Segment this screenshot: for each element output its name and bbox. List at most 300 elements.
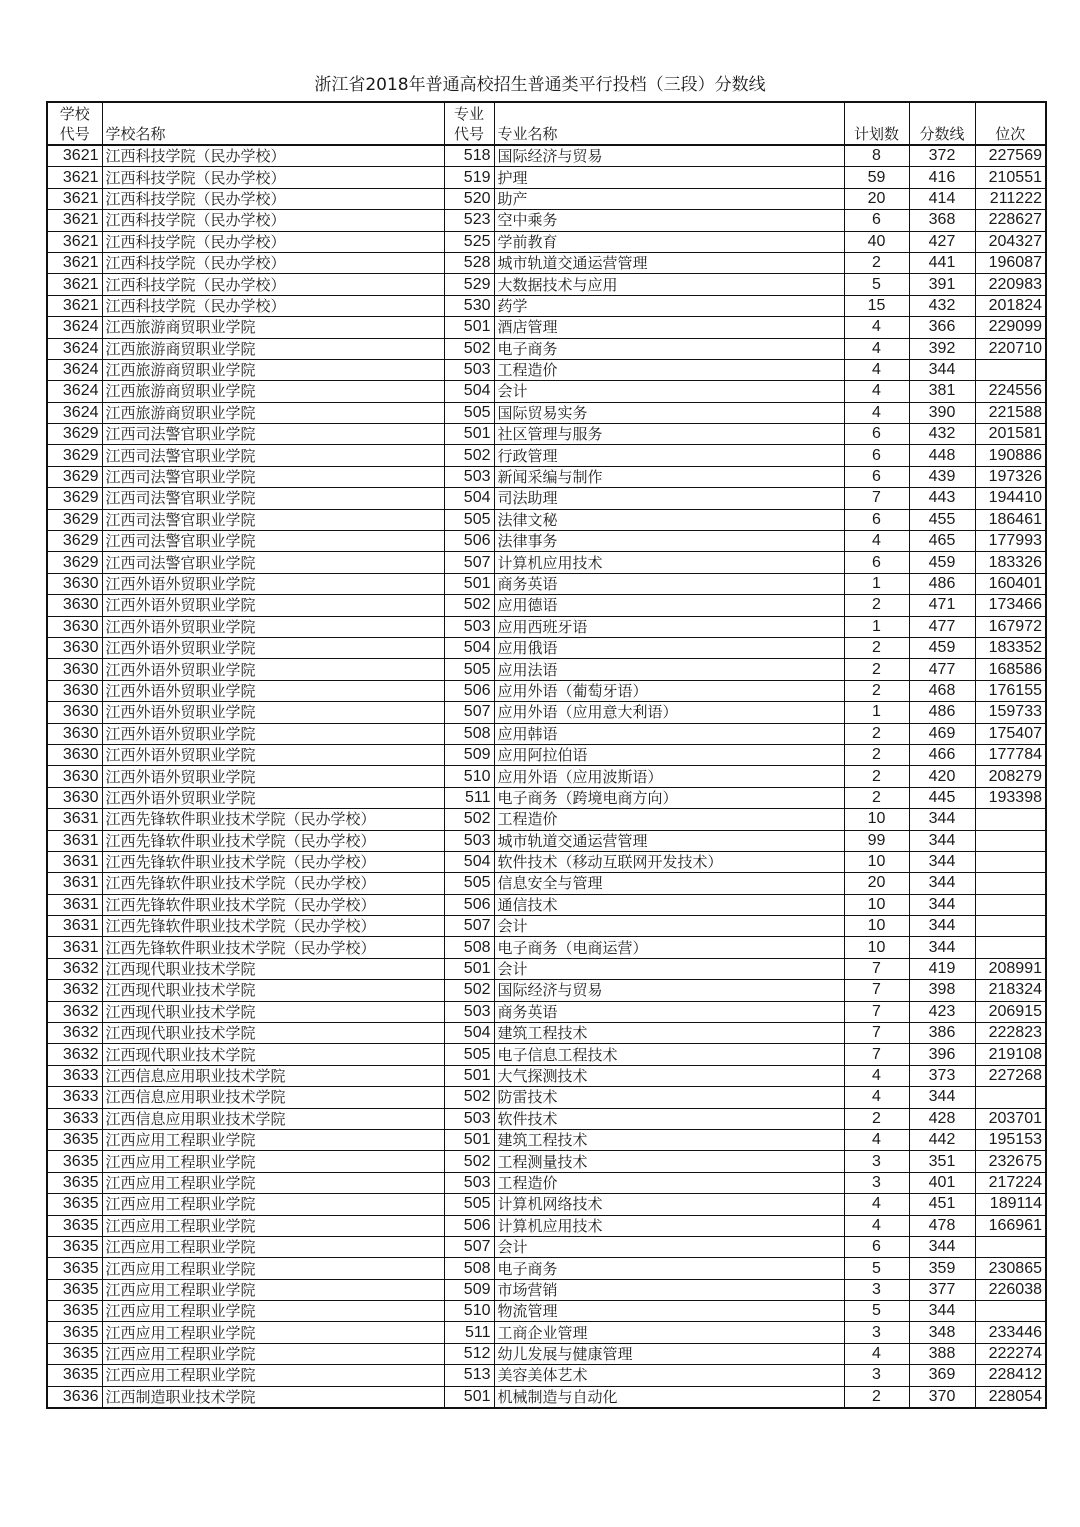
school-name-cell: 江西旅游商贸职业学院 — [102, 338, 444, 359]
rank-cell: 196087 — [975, 252, 1046, 273]
table-row — [47, 402, 1046, 423]
major-name-cell: 幼儿发展与健康管理 — [494, 1343, 844, 1364]
score-cell: 381 — [909, 381, 975, 402]
rank-cell: 220983 — [975, 274, 1046, 295]
school-code-cell: 3631 — [47, 916, 102, 937]
school-code-cell: 3630 — [47, 744, 102, 765]
school-code-cell: 3621 — [47, 274, 102, 295]
school-name-cell: 江西现代职业技术学院 — [102, 980, 444, 1001]
score-cell: 401 — [909, 1172, 975, 1193]
school-name-cell: 江西科技学院（民办学校） — [102, 145, 444, 167]
plan-cell: 3 — [844, 1151, 909, 1172]
score-cell: 344 — [909, 916, 975, 937]
plan-cell: 4 — [844, 359, 909, 380]
plan-cell: 3 — [844, 1279, 909, 1300]
rank-cell: 229099 — [975, 317, 1046, 338]
major-name-cell: 法律文秘 — [494, 509, 844, 530]
major-code-cell: 530 — [444, 295, 494, 316]
plan-cell: 2 — [844, 787, 909, 808]
major-code-cell: 525 — [444, 231, 494, 252]
rank-cell: 233446 — [975, 1322, 1046, 1343]
rank-cell: 208991 — [975, 958, 1046, 979]
plan-cell: 2 — [844, 1386, 909, 1408]
rank-cell: 189114 — [975, 1194, 1046, 1215]
major-code-cell: 503 — [444, 1172, 494, 1193]
plan-cell: 3 — [844, 1172, 909, 1193]
major-name-cell: 工程测量技术 — [494, 1151, 844, 1172]
school-code-cell: 3635 — [47, 1301, 102, 1322]
rank-cell — [975, 937, 1046, 958]
school-name-cell: 江西现代职业技术学院 — [102, 1044, 444, 1065]
major-name-cell: 工商企业管理 — [494, 1322, 844, 1343]
score-cell: 445 — [909, 787, 975, 808]
score-cell: 486 — [909, 702, 975, 723]
school-name-cell: 江西先锋软件职业技术学院（民办学校） — [102, 894, 444, 915]
school-name-cell: 江西先锋软件职业技术学院（民办学校） — [102, 830, 444, 851]
major-name-cell: 计算机应用技术 — [494, 1215, 844, 1236]
rank-cell: 183352 — [975, 637, 1046, 658]
rank-cell: 167972 — [975, 616, 1046, 637]
table-row — [47, 338, 1046, 359]
rank-cell: 203701 — [975, 1108, 1046, 1129]
rank-cell — [975, 1301, 1046, 1322]
school-code-cell: 3632 — [47, 1044, 102, 1065]
plan-cell: 6 — [844, 509, 909, 530]
school-code-cell: 3629 — [47, 445, 102, 466]
school-code-cell: 3624 — [47, 402, 102, 423]
major-code-cell: 519 — [444, 167, 494, 188]
rank-cell: 230865 — [975, 1258, 1046, 1279]
major-name-cell: 信息安全与管理 — [494, 873, 844, 894]
plan-cell: 20 — [844, 188, 909, 209]
major-name-cell: 应用俄语 — [494, 637, 844, 658]
major-code-cell: 509 — [444, 744, 494, 765]
school-name-cell: 江西科技学院（民办学校） — [102, 210, 444, 231]
school-name-cell: 江西旅游商贸职业学院 — [102, 402, 444, 423]
school-name-cell: 江西外语外贸职业学院 — [102, 680, 444, 701]
major-code-cell: 507 — [444, 1236, 494, 1257]
table-row — [47, 1365, 1046, 1386]
school-name-cell: 江西信息应用职业技术学院 — [102, 1108, 444, 1129]
score-cell: 416 — [909, 167, 975, 188]
rank-cell — [975, 851, 1046, 872]
plan-cell: 59 — [844, 167, 909, 188]
table-row — [47, 1236, 1046, 1257]
rank-cell: 228627 — [975, 210, 1046, 231]
plan-cell: 4 — [844, 317, 909, 338]
major-name-cell: 社区管理与服务 — [494, 424, 844, 445]
plan-cell: 6 — [844, 466, 909, 487]
score-cell: 477 — [909, 659, 975, 680]
school-code-cell: 3632 — [47, 1023, 102, 1044]
major-code-cell: 502 — [444, 445, 494, 466]
school-code-cell: 3632 — [47, 1001, 102, 1022]
rank-cell: 160401 — [975, 573, 1046, 594]
plan-cell: 6 — [844, 1236, 909, 1257]
school-code-cell: 3631 — [47, 937, 102, 958]
score-cell: 432 — [909, 295, 975, 316]
header-rank: 位次 — [975, 102, 1046, 145]
rank-cell: 193398 — [975, 787, 1046, 808]
score-cell: 344 — [909, 830, 975, 851]
major-name-cell: 护理 — [494, 167, 844, 188]
school-code-cell: 3630 — [47, 659, 102, 680]
school-name-cell: 江西外语外贸职业学院 — [102, 702, 444, 723]
score-cell: 368 — [909, 210, 975, 231]
major-name-cell: 电子商务（电商运营） — [494, 937, 844, 958]
school-name-cell: 江西先锋软件职业技术学院（民办学校） — [102, 873, 444, 894]
score-cell: 386 — [909, 1023, 975, 1044]
rank-cell: 194410 — [975, 488, 1046, 509]
school-name-cell: 江西旅游商贸职业学院 — [102, 359, 444, 380]
table-row — [47, 1215, 1046, 1236]
rank-cell — [975, 873, 1046, 894]
score-cell: 344 — [909, 937, 975, 958]
school-code-cell: 3624 — [47, 359, 102, 380]
major-name-cell: 美容美体艺术 — [494, 1365, 844, 1386]
rank-cell: 210551 — [975, 167, 1046, 188]
rank-cell: 211222 — [975, 188, 1046, 209]
score-cell: 451 — [909, 1194, 975, 1215]
score-cell: 455 — [909, 509, 975, 530]
table-row — [47, 167, 1046, 188]
table-row — [47, 937, 1046, 958]
major-name-cell: 会计 — [494, 958, 844, 979]
table-row — [47, 1129, 1046, 1150]
header-major-name: 专业名称 — [494, 102, 844, 145]
school-name-cell: 江西科技学院（民办学校） — [102, 274, 444, 295]
school-code-cell: 3635 — [47, 1343, 102, 1364]
score-cell: 459 — [909, 552, 975, 573]
plan-cell: 1 — [844, 573, 909, 594]
major-code-cell: 505 — [444, 873, 494, 894]
plan-cell: 4 — [844, 402, 909, 423]
major-code-cell: 501 — [444, 317, 494, 338]
school-code-cell: 3629 — [47, 466, 102, 487]
plan-cell: 10 — [844, 851, 909, 872]
major-name-cell: 会计 — [494, 916, 844, 937]
major-name-cell: 司法助理 — [494, 488, 844, 509]
table-row — [47, 851, 1046, 872]
plan-cell: 4 — [844, 381, 909, 402]
table-row — [47, 145, 1046, 167]
score-cell: 344 — [909, 359, 975, 380]
rank-cell: 217224 — [975, 1172, 1046, 1193]
school-code-cell: 3621 — [47, 145, 102, 167]
school-code-cell: 3630 — [47, 595, 102, 616]
major-code-cell: 508 — [444, 1258, 494, 1279]
major-name-cell: 应用外语（应用意大利语） — [494, 702, 844, 723]
school-name-cell: 江西信息应用职业技术学院 — [102, 1065, 444, 1086]
table-row — [47, 1194, 1046, 1215]
major-name-cell: 物流管理 — [494, 1301, 844, 1322]
major-name-cell: 学前教育 — [494, 231, 844, 252]
header-score: 分数线 — [909, 102, 975, 145]
score-cell: 441 — [909, 252, 975, 273]
rank-cell: 208279 — [975, 766, 1046, 787]
school-name-cell: 江西先锋软件职业技术学院（民办学校） — [102, 916, 444, 937]
header-school-name: 学校名称 — [102, 102, 444, 145]
school-code-cell: 3633 — [47, 1108, 102, 1129]
table-row — [47, 766, 1046, 787]
major-code-cell: 510 — [444, 1301, 494, 1322]
school-name-cell: 江西司法警官职业学院 — [102, 466, 444, 487]
score-cell: 468 — [909, 680, 975, 701]
plan-cell: 6 — [844, 424, 909, 445]
rank-cell: 228412 — [975, 1365, 1046, 1386]
score-cell: 372 — [909, 145, 975, 167]
plan-cell: 8 — [844, 145, 909, 167]
major-code-cell: 503 — [444, 1108, 494, 1129]
score-cell: 344 — [909, 1301, 975, 1322]
score-cell: 423 — [909, 1001, 975, 1022]
major-name-cell: 软件技术（移动互联网开发技术） — [494, 851, 844, 872]
score-cell: 369 — [909, 1365, 975, 1386]
school-name-cell: 江西应用工程职业学院 — [102, 1172, 444, 1193]
major-code-cell: 511 — [444, 1322, 494, 1343]
rank-cell: 232675 — [975, 1151, 1046, 1172]
major-code-cell: 506 — [444, 894, 494, 915]
major-name-cell: 应用德语 — [494, 595, 844, 616]
plan-cell: 6 — [844, 210, 909, 231]
table-row — [47, 830, 1046, 851]
school-name-cell: 江西司法警官职业学院 — [102, 445, 444, 466]
plan-cell: 7 — [844, 1023, 909, 1044]
plan-cell: 5 — [844, 274, 909, 295]
major-code-cell: 502 — [444, 1087, 494, 1108]
header-school-code-line2: 代号 — [59, 125, 90, 143]
rank-cell — [975, 916, 1046, 937]
major-code-cell: 510 — [444, 766, 494, 787]
major-code-cell: 503 — [444, 466, 494, 487]
page-title: 浙江省2018年普通高校招生普通类平行投档（三段）分数线 — [314, 75, 766, 95]
score-cell: 414 — [909, 188, 975, 209]
major-code-cell: 506 — [444, 680, 494, 701]
table-row — [47, 1044, 1046, 1065]
major-code-cell: 508 — [444, 723, 494, 744]
school-code-cell: 3624 — [47, 338, 102, 359]
header-major-code — [444, 102, 494, 145]
school-name-cell: 江西现代职业技术学院 — [102, 1001, 444, 1022]
table-row — [47, 787, 1046, 808]
plan-cell: 4 — [844, 531, 909, 552]
score-cell: 448 — [909, 445, 975, 466]
score-cell: 351 — [909, 1151, 975, 1172]
school-code-cell: 3632 — [47, 980, 102, 1001]
plan-cell: 10 — [844, 916, 909, 937]
plan-cell: 2 — [844, 1108, 909, 1129]
table-row — [47, 1343, 1046, 1364]
score-cell: 442 — [909, 1129, 975, 1150]
major-name-cell: 应用法语 — [494, 659, 844, 680]
school-name-cell: 江西司法警官职业学院 — [102, 509, 444, 530]
school-code-cell: 3630 — [47, 702, 102, 723]
rank-cell: 201824 — [975, 295, 1046, 316]
school-name-cell: 江西科技学院（民办学校） — [102, 252, 444, 273]
plan-cell: 15 — [844, 295, 909, 316]
plan-cell: 4 — [844, 1065, 909, 1086]
major-code-cell: 518 — [444, 145, 494, 167]
score-cell: 388 — [909, 1343, 975, 1364]
plan-cell: 2 — [844, 659, 909, 680]
score-cell: 344 — [909, 851, 975, 872]
school-name-cell: 江西应用工程职业学院 — [102, 1194, 444, 1215]
rank-cell — [975, 1087, 1046, 1108]
school-code-cell: 3635 — [47, 1151, 102, 1172]
major-name-cell: 国际经济与贸易 — [494, 980, 844, 1001]
school-code-cell: 3630 — [47, 573, 102, 594]
major-code-cell: 501 — [444, 573, 494, 594]
plan-cell: 6 — [844, 552, 909, 573]
school-code-cell: 3621 — [47, 295, 102, 316]
school-code-cell: 3636 — [47, 1386, 102, 1408]
school-code-cell: 3621 — [47, 231, 102, 252]
score-cell: 396 — [909, 1044, 975, 1065]
table-row — [47, 274, 1046, 295]
school-code-cell: 3631 — [47, 851, 102, 872]
major-name-cell: 国际经济与贸易 — [494, 145, 844, 167]
major-code-cell: 505 — [444, 402, 494, 423]
school-code-cell: 3621 — [47, 252, 102, 273]
rank-cell: 226038 — [975, 1279, 1046, 1300]
rank-cell: 222274 — [975, 1343, 1046, 1364]
school-name-cell: 江西司法警官职业学院 — [102, 552, 444, 573]
major-code-cell: 505 — [444, 509, 494, 530]
school-code-cell: 3629 — [47, 509, 102, 530]
rank-cell: 221588 — [975, 402, 1046, 423]
school-code-cell: 3632 — [47, 958, 102, 979]
school-name-cell: 江西外语外贸职业学院 — [102, 744, 444, 765]
rank-cell: 159733 — [975, 702, 1046, 723]
plan-cell: 7 — [844, 980, 909, 1001]
rank-cell: 222823 — [975, 1023, 1046, 1044]
school-name-cell: 江西司法警官职业学院 — [102, 531, 444, 552]
header-school-code-line1: 学校 — [59, 105, 90, 123]
major-code-cell: 505 — [444, 1044, 494, 1065]
rank-cell: 166961 — [975, 1215, 1046, 1236]
major-name-cell: 通信技术 — [494, 894, 844, 915]
table-row — [47, 188, 1046, 209]
school-code-cell: 3635 — [47, 1322, 102, 1343]
school-code-cell: 3635 — [47, 1215, 102, 1236]
table-row — [47, 616, 1046, 637]
major-code-cell: 503 — [444, 1001, 494, 1022]
school-name-cell: 江西司法警官职业学院 — [102, 424, 444, 445]
plan-cell: 99 — [844, 830, 909, 851]
table-row — [47, 424, 1046, 445]
school-name-cell: 江西旅游商贸职业学院 — [102, 317, 444, 338]
school-name-cell: 江西先锋软件职业技术学院（民办学校） — [102, 809, 444, 830]
rank-cell: 177784 — [975, 744, 1046, 765]
school-name-cell: 江西先锋软件职业技术学院（民办学校） — [102, 851, 444, 872]
score-cell: 377 — [909, 1279, 975, 1300]
major-name-cell: 行政管理 — [494, 445, 844, 466]
table-row — [47, 916, 1046, 937]
major-name-cell: 应用韩语 — [494, 723, 844, 744]
plan-cell: 7 — [844, 488, 909, 509]
plan-cell: 7 — [844, 958, 909, 979]
score-cell: 344 — [909, 873, 975, 894]
major-name-cell: 新闻采编与制作 — [494, 466, 844, 487]
score-cell: 366 — [909, 317, 975, 338]
major-name-cell: 电子信息工程技术 — [494, 1044, 844, 1065]
major-code-cell: 501 — [444, 1065, 494, 1086]
school-name-cell: 江西信息应用职业技术学院 — [102, 1087, 444, 1108]
table-row — [47, 595, 1046, 616]
plan-cell: 10 — [844, 937, 909, 958]
plan-cell: 2 — [844, 723, 909, 744]
plan-cell: 4 — [844, 1215, 909, 1236]
table-row — [47, 702, 1046, 723]
rank-cell: 204327 — [975, 231, 1046, 252]
major-code-cell: 502 — [444, 1151, 494, 1172]
table-row — [47, 894, 1046, 915]
major-name-cell: 工程造价 — [494, 809, 844, 830]
table-row — [47, 1172, 1046, 1193]
header-major-code-line2: 代号 — [453, 125, 484, 143]
rank-cell — [975, 1236, 1046, 1257]
score-cell: 391 — [909, 274, 975, 295]
school-code-cell: 3635 — [47, 1129, 102, 1150]
school-code-cell: 3630 — [47, 766, 102, 787]
rank-cell — [975, 359, 1046, 380]
score-cell: 478 — [909, 1215, 975, 1236]
score-cell: 459 — [909, 637, 975, 658]
table-row — [47, 958, 1046, 979]
table-row — [47, 1065, 1046, 1086]
major-code-cell: 502 — [444, 595, 494, 616]
major-name-cell: 商务英语 — [494, 1001, 844, 1022]
rank-cell: 173466 — [975, 595, 1046, 616]
score-cell: 439 — [909, 466, 975, 487]
score-cell: 486 — [909, 573, 975, 594]
school-code-cell: 3635 — [47, 1258, 102, 1279]
major-code-cell: 501 — [444, 1386, 494, 1408]
school-name-cell: 江西外语外贸职业学院 — [102, 595, 444, 616]
plan-cell: 2 — [844, 680, 909, 701]
major-name-cell: 商务英语 — [494, 573, 844, 594]
school-name-cell: 江西应用工程职业学院 — [102, 1258, 444, 1279]
school-code-cell: 3635 — [47, 1279, 102, 1300]
school-code-cell: 3630 — [47, 787, 102, 808]
major-name-cell: 机械制造与自动化 — [494, 1386, 844, 1408]
plan-cell: 1 — [844, 616, 909, 637]
plan-cell: 1 — [844, 702, 909, 723]
score-cell: 373 — [909, 1065, 975, 1086]
school-code-cell: 3621 — [47, 210, 102, 231]
rank-cell: 183326 — [975, 552, 1046, 573]
score-cell: 390 — [909, 402, 975, 423]
major-name-cell: 应用阿拉伯语 — [494, 744, 844, 765]
major-name-cell: 会计 — [494, 1236, 844, 1257]
plan-cell: 3 — [844, 1322, 909, 1343]
major-name-cell: 电子商务 — [494, 338, 844, 359]
score-cell: 392 — [909, 338, 975, 359]
plan-cell: 7 — [844, 1044, 909, 1065]
school-name-cell: 江西外语外贸职业学院 — [102, 659, 444, 680]
table-row — [47, 531, 1046, 552]
school-name-cell: 江西应用工程职业学院 — [102, 1236, 444, 1257]
major-code-cell: 502 — [444, 809, 494, 830]
table-row — [47, 1322, 1046, 1343]
major-code-cell: 507 — [444, 552, 494, 573]
table-row — [47, 381, 1046, 402]
rank-cell — [975, 830, 1046, 851]
school-name-cell: 江西应用工程职业学院 — [102, 1151, 444, 1172]
major-name-cell: 计算机网络技术 — [494, 1194, 844, 1215]
score-cell: 465 — [909, 531, 975, 552]
rank-cell: 206915 — [975, 1001, 1046, 1022]
